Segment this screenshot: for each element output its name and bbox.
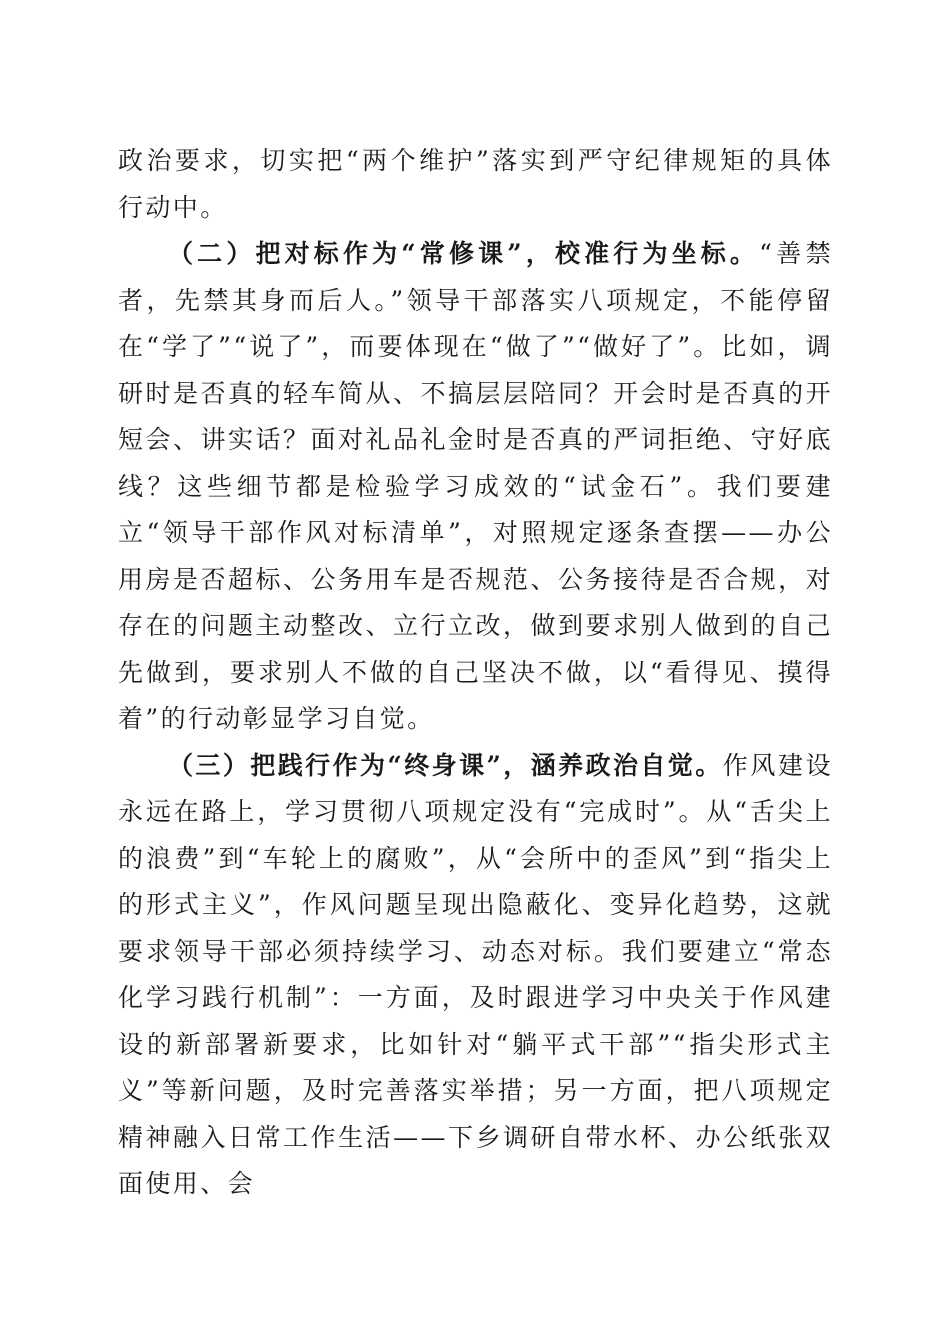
paragraph-2: [118, 231, 833, 743]
paragraph-3: [118, 743, 833, 1208]
section-heading-2: （二）把对标作为“常修课”，校准行为坐标。: [168, 239, 760, 268]
paragraph-1-text: 政治要求，切实把“两个维护”落实到严守纪律规矩的具体行动中。: [118, 146, 833, 222]
paragraph-3-text: 作风建设永远在路上，学习贯彻八项规定没有“完成时”。从“舌尖上的浪费”到“车轮上的腐败”，从“会所中的歪风”到“指尖上的形式主义”，作风问题呈现出隐蔽化、变异化趋势，这就要求领导干部必须持续学习、动态对标。我们要建立“常态化学习践行机制”：一方面，及时跟进学习中央关于作风建设的新部署新要求，比如针对“躺平式干部”“指尖形式主义”等新问题，及时完善落实举措；另一方面，把八项规定精神融入日常工作生活——下乡调研自带水杯、办公纸张双面使用、会: [118, 750, 833, 1198]
section-heading-3: （三）把践行作为“终身课”，涵养政治自觉。: [168, 750, 723, 780]
paragraph-2-text: “善禁者，先禁其身而后人。”领导干部落实八项规定，不能停留在“学了”“说了”，而要体现在“做了”“做好了”。比如，调研时是否真的轻车简从、不搞层层陪同？开会时是否真的开短会、讲实话？面对礼品礼金时是否真的严词拒绝、守好底线？这些细节都是检验学习成效的“试金石”。我们要建立“领导干部作风对标清单”，对照规定逐条查摆——办公用房是否超标、公务用车是否规范、公务接待是否合规，对存在的问题主动整改、立行立改，做到要求别人做到的自己先做到，要求别人不做的自己坚决不做，以“看得见、摸得着”的行动彰显学习自觉。: [118, 239, 833, 733]
paragraph-1: [118, 138, 833, 231]
document-body: [118, 138, 833, 1208]
